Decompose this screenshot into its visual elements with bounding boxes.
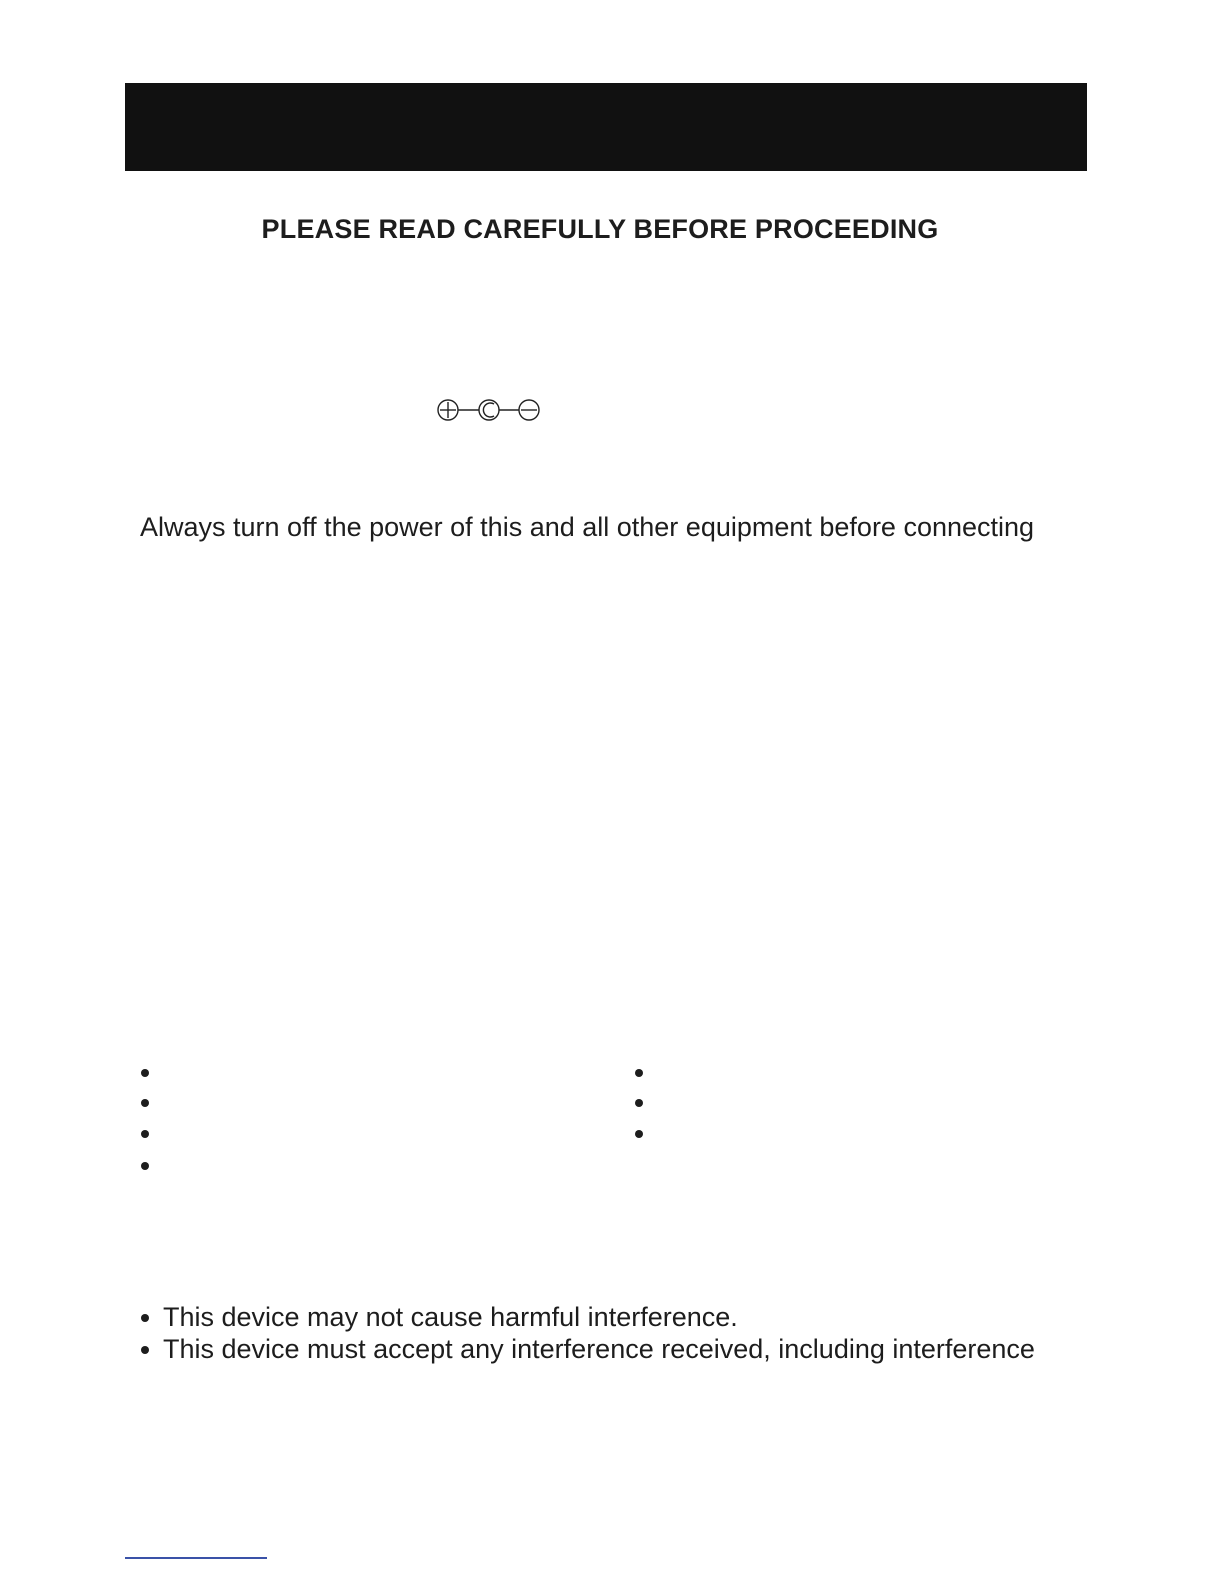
list-item-text: This device must accept any interference received, including interference: [163, 1334, 1035, 1364]
footnote-rule: [125, 1557, 267, 1559]
list-bullet: [141, 1314, 149, 1322]
list-bullet: [635, 1130, 643, 1138]
list-item-text: This device may not cause harmful interference.: [163, 1302, 738, 1332]
power-warning: Always turn off the power of this and all other equipment before connecting: [140, 512, 1035, 542]
page-heading: PLEASE READ CAREFULLY BEFORE PROCEEDING: [261, 214, 939, 244]
list-bullet: [141, 1069, 149, 1077]
list-item: [140, 1333, 1035, 1365]
list-bullet: [635, 1069, 643, 1077]
list-item: [140, 1301, 1035, 1333]
polarity-diagram: [434, 396, 544, 424]
plus-terminal-icon: [438, 400, 458, 420]
center-connector-icon: [479, 400, 499, 420]
list-bullet: [141, 1130, 149, 1138]
list-bullet: [141, 1162, 149, 1170]
minus-terminal-icon: [519, 400, 539, 420]
list-bullet: [141, 1099, 149, 1107]
fcc-conditions-list: [140, 1301, 1035, 1365]
list-bullet: [141, 1346, 149, 1354]
header-bar: [125, 83, 1087, 171]
list-bullet: [635, 1099, 643, 1107]
